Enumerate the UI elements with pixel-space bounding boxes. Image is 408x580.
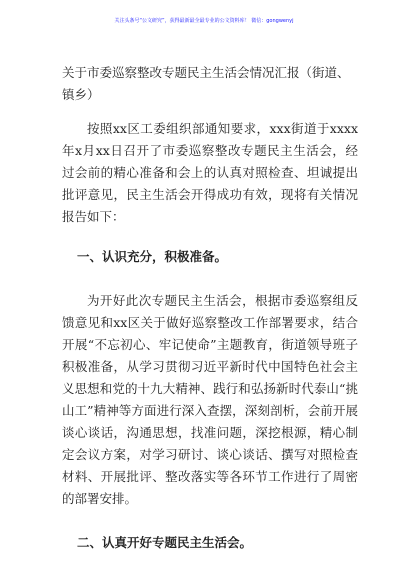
section-heading-1: 一、认识充分，积极准备。 xyxy=(77,249,228,264)
document-page xyxy=(62,62,358,554)
section-1-paragraph: 为开好此次专题民主生活会，根据市委巡察组反馈意见和xx区关于做好巡察整改工作部署要求，结合开展“不忘初心、牢记使命”主题教育，街道领导班子积极准备，从学习贯彻习近平新时代中国特色社会主义思想和党的十九大精神、践行和弘扬新时代泰山“挑山工”精神等方面进行深入查摆，深刻剖析，会前开展谈心谈话，沟通思想，找准问题，深挖根源，精心制定会议方案，对学习研讨、谈心谈话、撰写对照检查材料、开展批评、整改落实等各环节工作进行了周密的部署安排。 xyxy=(62,293,358,506)
document-title: 关于市委巡察整改专题民主生活会情况汇报（街道、镇乡） xyxy=(62,65,350,102)
intro-paragraph: 按照xx区工委组织部通知要求，xxx街道于xxxx年x月xx日召开了市委巡察整改专题民主生活会，经过会前的精心准备和会上的认真对照检查、坦诚提出批评意见，民主生活会开得成功有效，现将有关情况报告如下： xyxy=(62,121,358,224)
top-banner: 关注头条号“公文研究”，获得最新最全最专业的公文资料库！ 微信：gongwenyj xyxy=(114,18,294,24)
section-heading-2: 二、认真开好专题民主生活会。 xyxy=(77,535,253,550)
